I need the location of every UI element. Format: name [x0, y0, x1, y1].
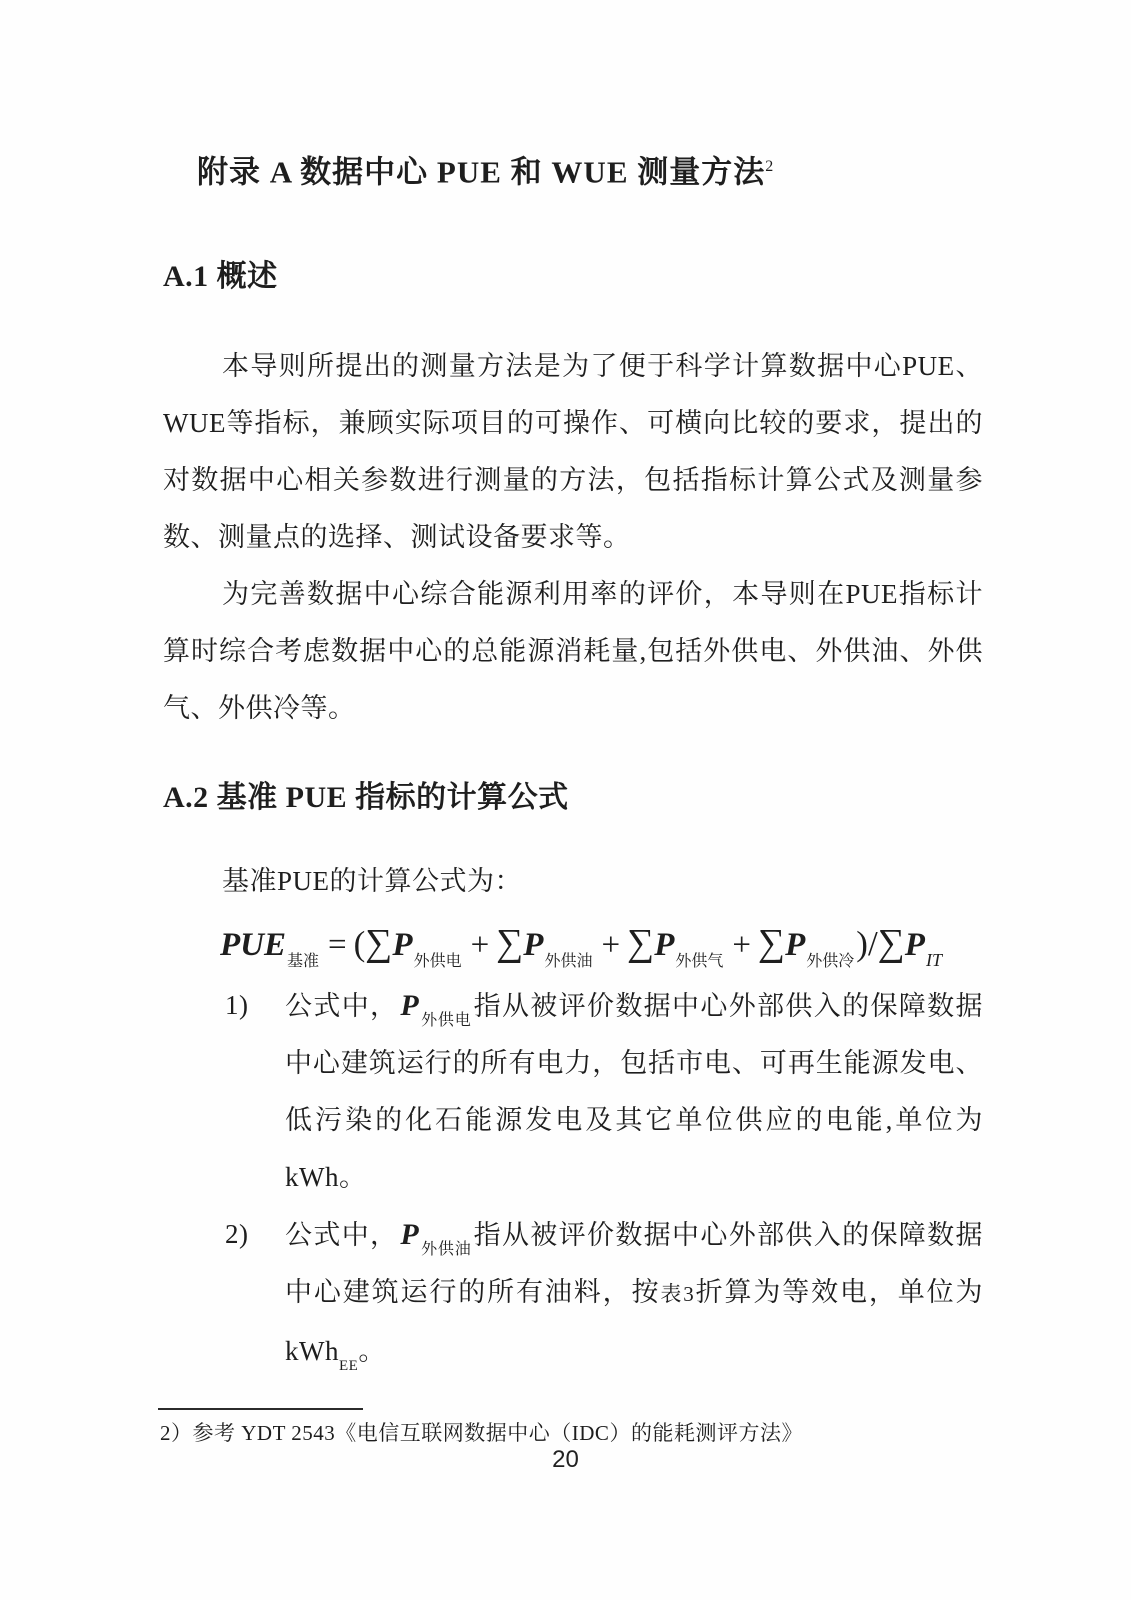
title-footnote-reference: 2	[765, 158, 775, 175]
section-a2-heading: A.2 基准 PUE 指标的计算公式	[163, 781, 569, 815]
formula-subscript-3: 外供气	[675, 952, 724, 970]
item-2-body-after-ref: 折算为等效电，单位为kWh	[285, 1277, 983, 1367]
footnote-separator	[158, 1408, 363, 1410]
sigma-symbol-1: ∑	[365, 922, 393, 965]
footnote-text: 2）参考 YDT 2543《电信互联网数据中心（IDC）的能耗测评方法》	[160, 1421, 803, 1445]
definition-list	[163, 977, 983, 1380]
list-item-2-marker: 2)	[225, 1219, 249, 1250]
paragraph-1: 本导则所提出的测量方法是为了便于科学计算数据中心PUE、WUE等指标，兼顾实际项目的可操作、可横向比较的要求，提出的对数据中心相关参数进行测量的方法，包括指标计算公式及测量参数、测量点的选择、测试设备要求等。	[163, 351, 983, 553]
item-2-terminator: 。	[358, 1336, 386, 1367]
paragraph-2: 为完善数据中心综合能源利用率的评价，本导则在PUE指标计算时综合考虑数据中心的总能源消耗量,包括外供电、外供油、外供气、外供冷等。	[163, 579, 983, 724]
formula-p-variable-it: P	[904, 927, 925, 964]
item-1-variable-subscript: 外供电	[420, 1011, 472, 1029]
section-a1-heading: A.1 概述	[163, 260, 278, 294]
formula-subscript-1: 外供电	[413, 952, 462, 970]
equals-sign: =	[328, 927, 347, 964]
sigma-symbol-5: ∑	[877, 922, 905, 965]
plus-sign-3: +	[732, 927, 752, 964]
formula-it-subscript: IT	[925, 949, 942, 970]
formula-intro: 基准PUE的计算公式为：	[222, 866, 523, 897]
item-2-body-before-ref: 指从被评价数据中心外部供入的保障数据中心建筑运行的所有油料，按	[285, 1220, 983, 1308]
item-2-variable: P	[400, 1218, 420, 1252]
formula-subscript-2: 外供油	[544, 952, 593, 970]
page-number: 20	[552, 1446, 579, 1473]
item-2-variable-subscript: 外供油	[420, 1240, 472, 1258]
list-item-2	[163, 1206, 983, 1380]
formula-lhs-variable: PUE	[220, 927, 286, 964]
item-1-body: 指从被评价数据中心外部供入的保障数据中心建筑运行的所有电力，包括市电、可再生能源发电、低污染的化石能源发电及其它单位供应的电能,单位为kWh。	[285, 991, 983, 1193]
item-2-lead: 公式中，	[285, 1220, 399, 1251]
plus-sign-2: +	[601, 927, 621, 964]
appendix-title-text: 附录 A 数据中心 PUE 和 WUE 测量方法	[197, 154, 766, 190]
formula-p-variable-3: P	[654, 927, 675, 964]
list-item-1	[163, 977, 983, 1206]
page-content	[163, 147, 983, 1380]
appendix-title	[197, 147, 983, 192]
formula-p-variable-1: P	[392, 927, 413, 964]
sigma-symbol-4: ∑	[758, 922, 786, 965]
item-1-variable: P	[400, 989, 420, 1023]
pue-formula	[220, 917, 983, 971]
item-2-table-reference: 表3	[660, 1282, 695, 1307]
formula-lhs-subscript: 基准	[287, 952, 320, 970]
sigma-symbol-3: ∑	[627, 922, 655, 965]
item-2-unit-subscript: EE	[338, 1357, 359, 1374]
sigma-symbol-2: ∑	[496, 922, 524, 965]
formula-subscript-4: 外供冷	[806, 952, 855, 970]
close-paren-slash: )/	[856, 924, 878, 964]
formula-p-variable-4: P	[785, 927, 806, 964]
item-1-lead: 公式中，	[285, 991, 399, 1022]
list-item-1-marker: 1)	[225, 990, 249, 1021]
formula-p-variable-2: P	[523, 927, 544, 964]
plus-sign-1: +	[470, 927, 490, 964]
open-paren: (	[353, 924, 366, 964]
